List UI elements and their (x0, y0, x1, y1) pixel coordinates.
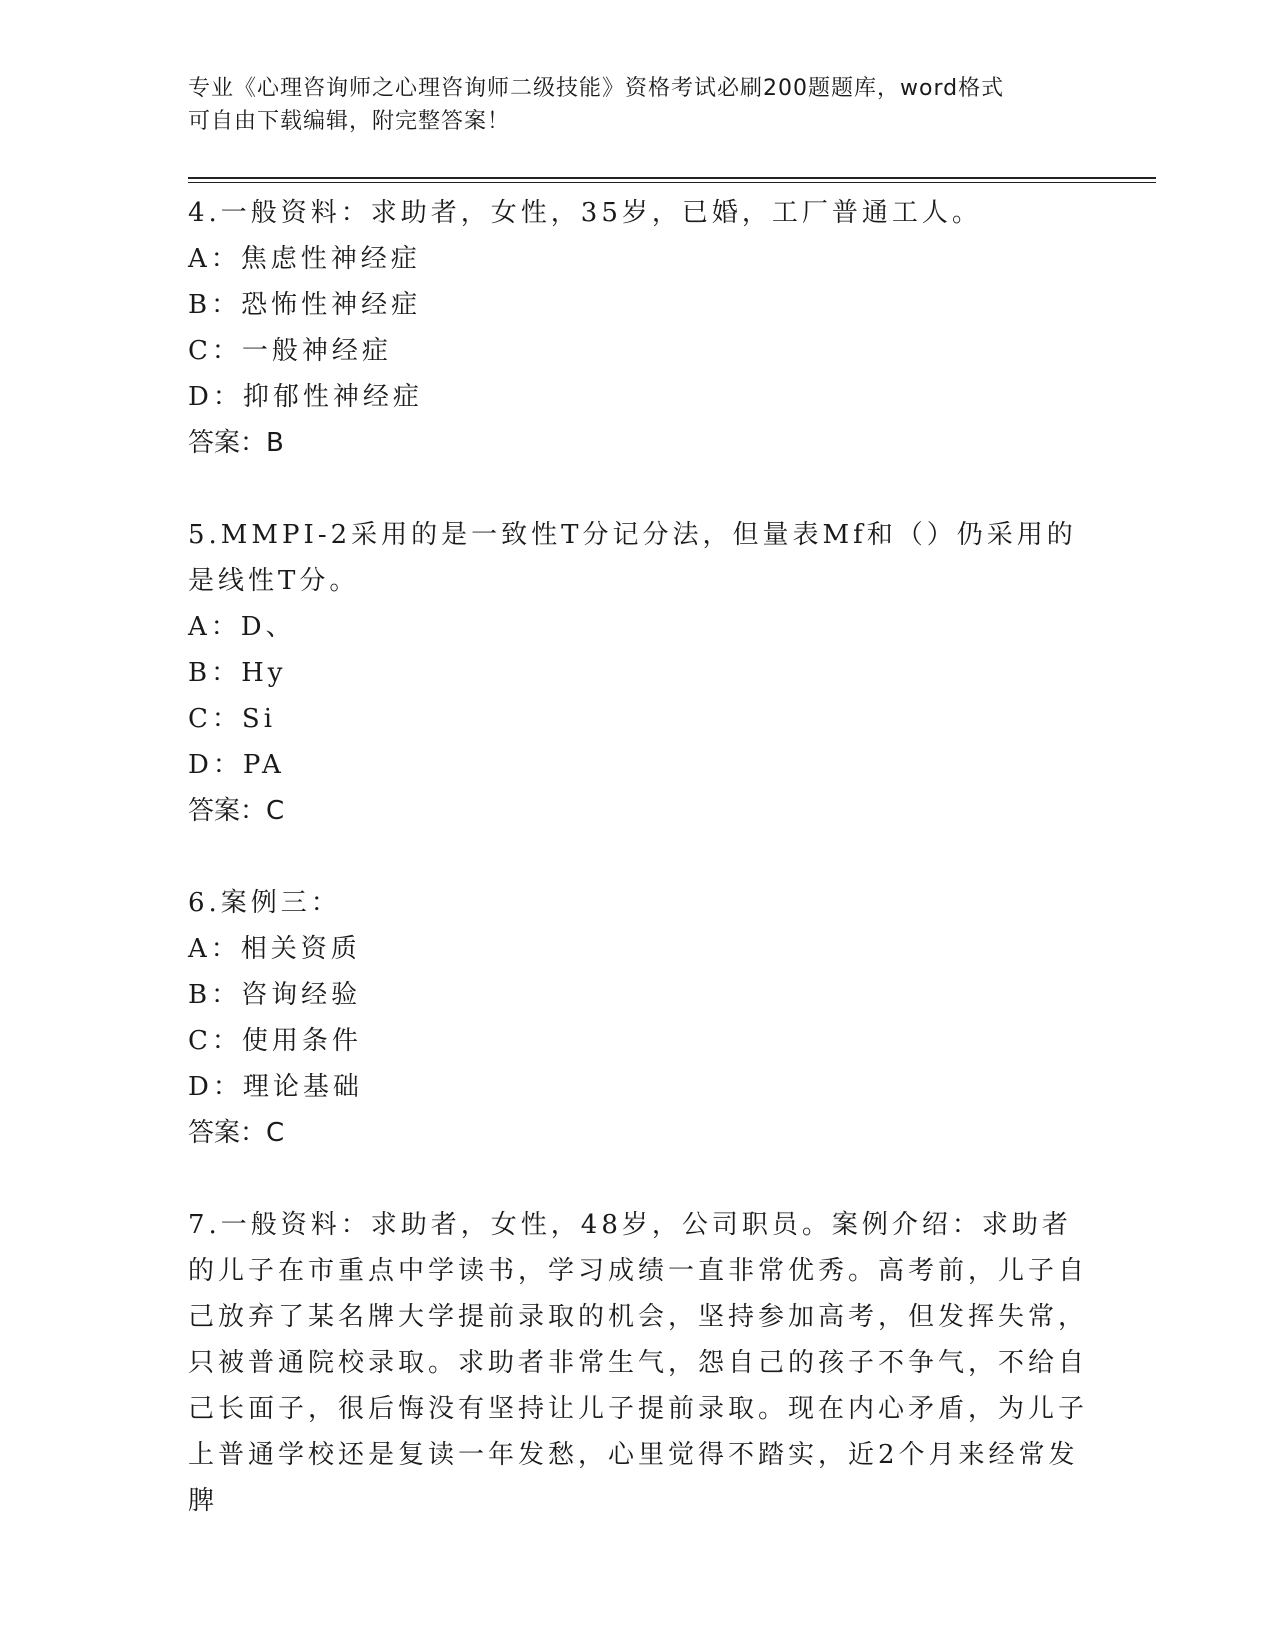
question-text: 6.案例三： (188, 888, 341, 918)
header-line-2: 可自由下载编辑，附完整答案！ (188, 109, 511, 134)
option-c: C：一般神经症 (188, 336, 392, 366)
option-a: A：相关资质 (188, 934, 361, 964)
answer-label: 答案：C (188, 1118, 285, 1148)
question-5 (188, 512, 1088, 834)
option-a: A：D、 (188, 612, 296, 642)
question-list (188, 190, 1088, 1570)
option-b: B：恐怖性神经症 (188, 290, 422, 320)
option-c: C：使用条件 (188, 1026, 362, 1056)
header-rule-thin (188, 182, 1156, 183)
option-b: B：咨询经验 (188, 980, 362, 1010)
question-text: 5.MMPI-2采用的是一致性T分记分法，但量表Mf和（）仍采用的是线性T分。 (188, 520, 1077, 596)
question-4 (188, 190, 1088, 466)
question-7 (188, 1202, 1088, 1524)
option-d: D：PA (188, 750, 285, 780)
header-line-1: 专业《心理咨询师之心理咨询师二级技能》资格考试必刷200题题库，word格式 (188, 76, 1005, 101)
option-d: D：理论基础 (188, 1072, 363, 1102)
header-rule-thick (188, 177, 1156, 179)
answer-label: 答案：B (188, 428, 284, 458)
question-text: 4.一般资料：求助者，女性，35岁，已婚，工厂普通工人。 (188, 198, 982, 228)
option-c: C：Si (188, 704, 277, 734)
question-text: 7.一般资料：求助者，女性，48岁，公司职员。案例介绍：求助者的儿子在市重点中学读书，学习成绩一直非常优秀。高考前，儿子自己放弃了某名牌大学提前录取的机会，坚持参加高考，但发挥失常，只被普通院校录取。求助者非常生气，怨自己的孩子不争气，不给自己长面子，很后悔没有坚持让儿子提前录取。现在内心矛盾，为儿子上普通学校还是复读一年发愁，心里觉得不踏实，近2个月来经常发脾 (188, 1210, 1089, 1516)
question-6 (188, 880, 1088, 1156)
document-header (188, 72, 1078, 138)
option-b: B：Hy (188, 658, 287, 688)
option-d: D：抑郁性神经症 (188, 382, 423, 412)
option-a: A：焦虑性神经症 (188, 244, 421, 274)
answer-label: 答案：C (188, 796, 285, 826)
